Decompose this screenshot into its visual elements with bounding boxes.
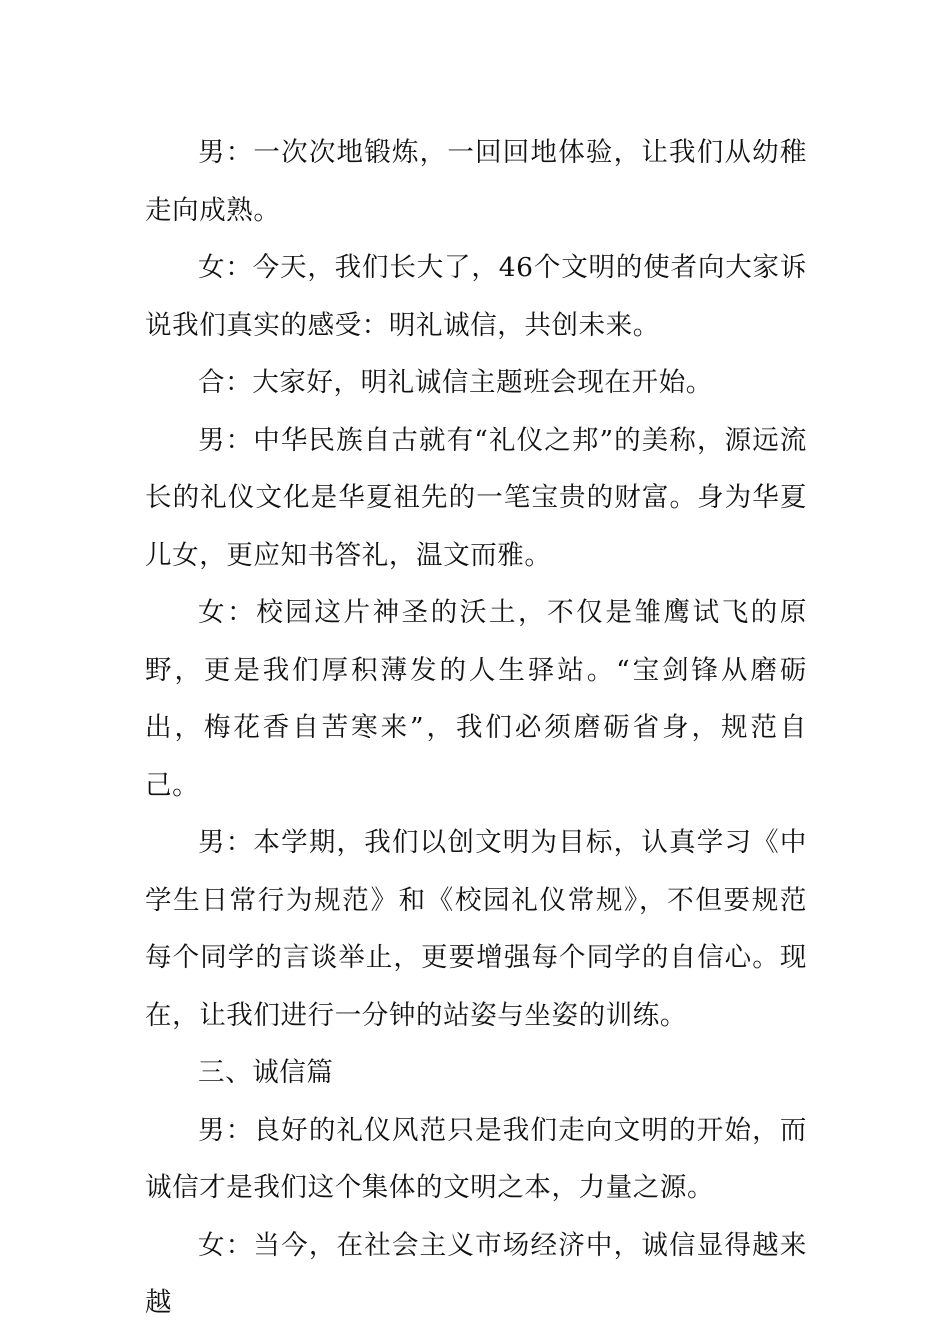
paragraph-female-messengers: 女：今天，我们长大了，46个文明的使者向大家诉说我们真实的感受：明礼诚信，共创未来。	[145, 252, 807, 341]
paragraph-male-growth: 男：一次次地锻炼，一回回地体验，让我们从幼稚走向成熟。	[145, 137, 807, 226]
document-body	[145, 124, 807, 1332]
paragraph-female-campus: 女：校园这片神圣的沃土，不仅是雏鹰试飞的原野，更是我们厚积薄发的人生驿站。“宝剑锋从磨砺出，梅花香自苦寒来”，我们必须磨砺省身，规范自己。	[145, 597, 807, 801]
paragraph-female-market-economy: 女：当今，在社会主义市场经济中，诚信显得越来越	[145, 1229, 807, 1318]
paragraph-together-opening: 合：大家好，明礼诚信主题班会现在开始。	[198, 367, 713, 398]
section-heading-integrity: 三、诚信篇	[198, 1057, 334, 1088]
paragraph-male-etiquette-heritage: 男：中华民族自古就有“礼仪之邦”的美称，源远流长的礼仪文化是华夏祖先的一笔宝贵的财富。身为华夏儿女，更应知书答礼，温文而雅。	[145, 424, 807, 571]
paragraph-male-semester-goal: 男：本学期，我们以创文明为目标，认真学习《中学生日常行为规范》和《校园礼仪常规》，不但要规范每个同学的言谈举止，更要增强每个同学的自信心。现在，让我们进行一分钟的站姿与坐姿的训练。	[145, 827, 807, 1031]
paragraph-male-integrity: 男：良好的礼仪风范只是我们走向文明的开始，而诚信才是我们这个集体的文明之本，力量之源。	[145, 1114, 807, 1203]
